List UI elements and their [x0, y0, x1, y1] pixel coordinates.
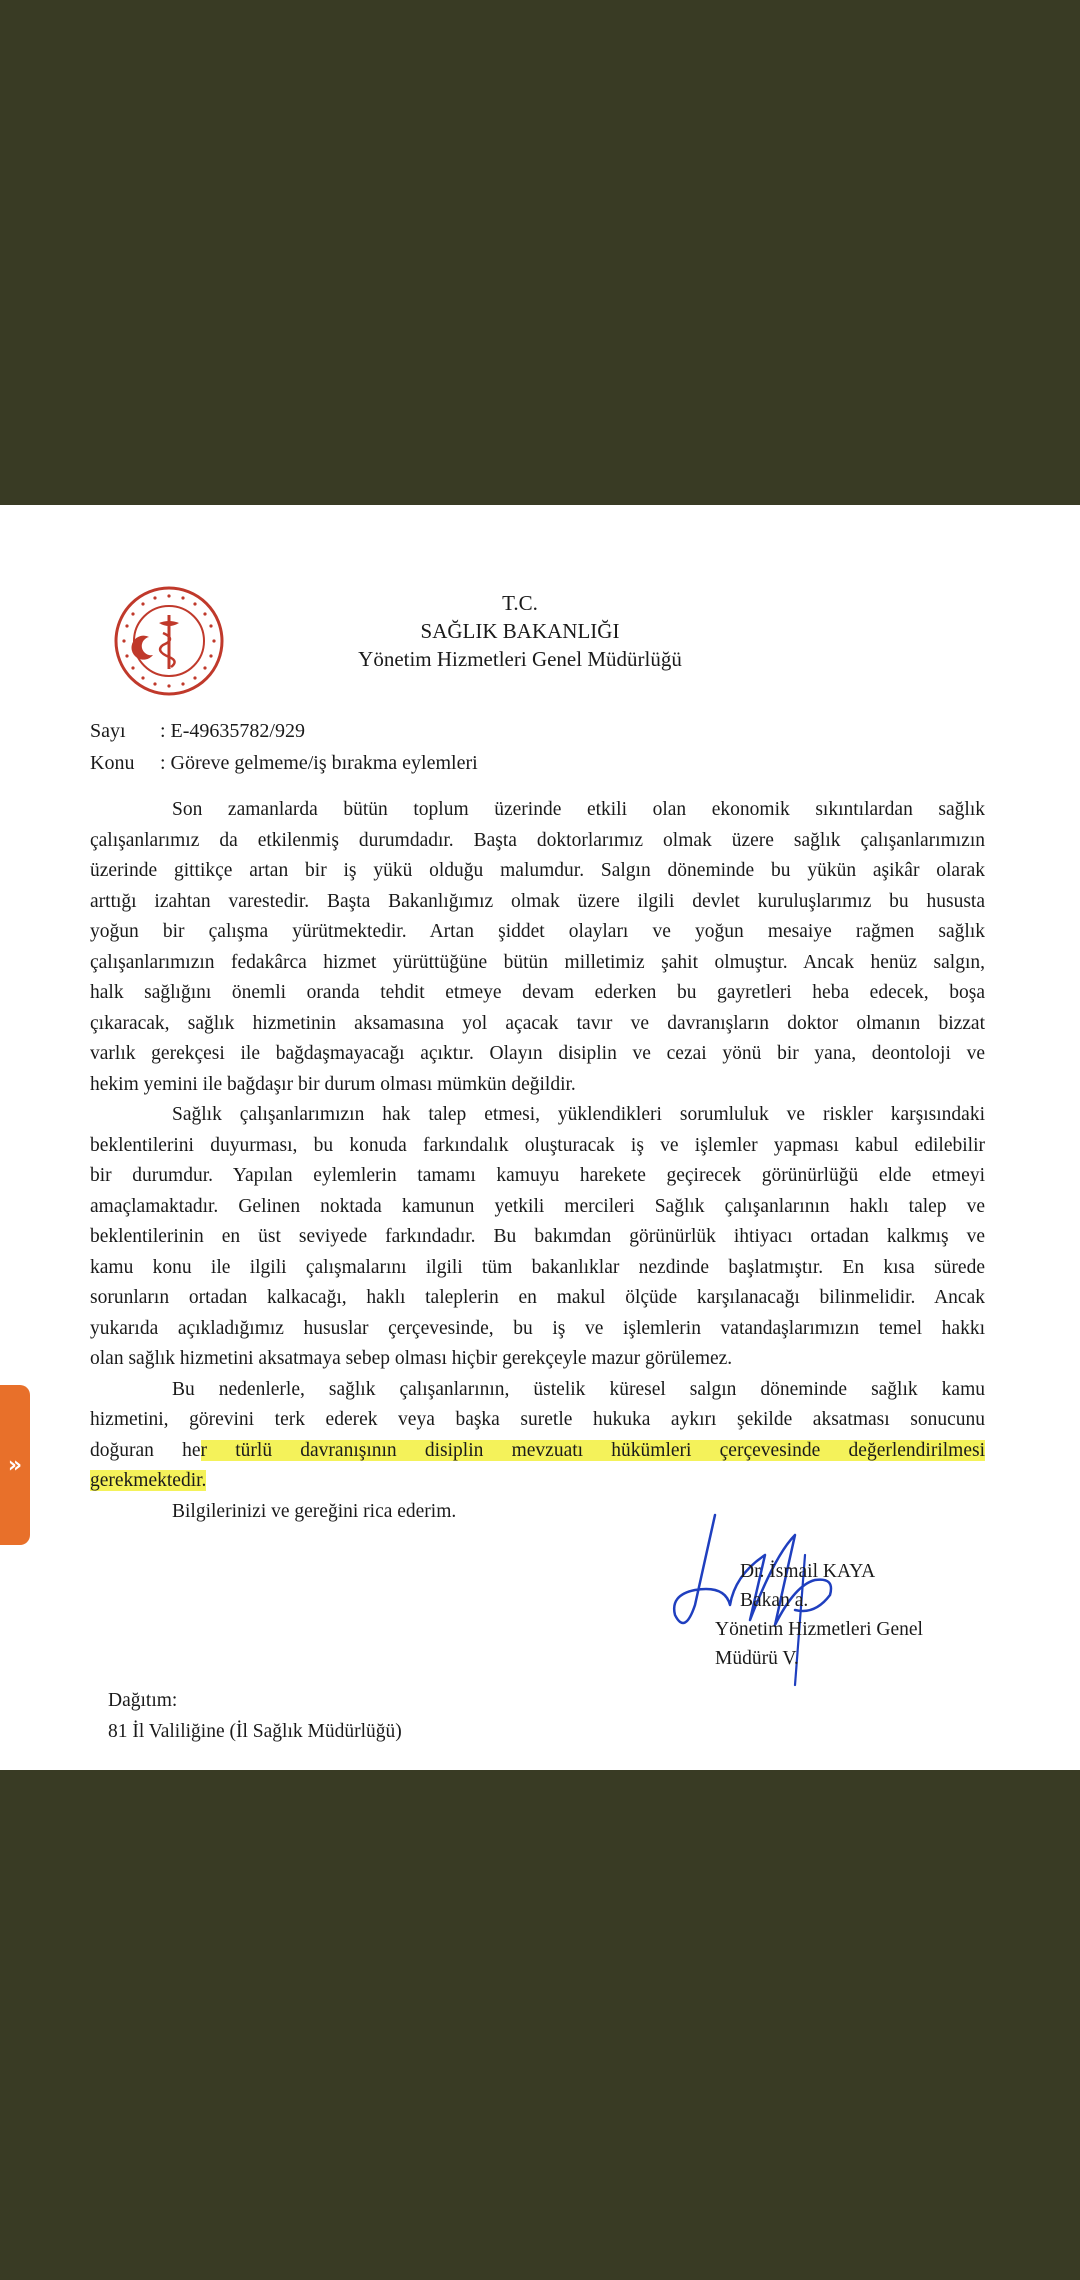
plain-text: doğuran he [90, 1439, 201, 1461]
sayi-label: Sayı [90, 720, 126, 742]
signature-block [595, 1557, 940, 1673]
paragraph-line: çalışanlarımızın fedakârca hizmet yürüttüğüne bütün milletimiz şahit olmuştur. Ancak henüz salgın, [90, 951, 985, 973]
paragraph-line: beklentilerinin en üst seviyede farkındadır. Bu bakımdan görünürlük ihtiyacı ortadan kalkmış ve [90, 1226, 985, 1247]
distribution-block [108, 1685, 402, 1747]
paragraph-line-highlighted [90, 1466, 985, 1497]
paragraph-line: çalışanlarımız da etkilenmiş durumdadır. Başta doktorlarımız olmak üzere sağlık çalışanlarımızın [90, 829, 985, 851]
sayi-value: : E-49635782/929 [160, 720, 305, 742]
signer-name: Dr. İsmail KAYA [740, 1561, 876, 1582]
highlighted-text: r türlü davranışının disiplin mevzuatı hükümleri çerçevesinde değerlendirilmesi [200, 1439, 986, 1461]
signer-on-behalf: Bakan a. [740, 1590, 809, 1611]
paragraph-line: kamu konu ile ilgili çalışmalarını ilgili tüm bakanlıklar nezdinde başlatmıştır. En kısa sürede [90, 1256, 985, 1278]
paragraph-line-highlighted [90, 1436, 985, 1467]
paragraph-3 [90, 1375, 985, 1497]
konu-row [90, 747, 478, 779]
sayi-row [90, 715, 478, 747]
side-panel-tab[interactable] [0, 1385, 30, 1545]
paragraph-1 [90, 795, 985, 1100]
distribution-label: Dağıtım: [108, 1690, 178, 1711]
paragraph-line: hekim yemini ile bağdaşır bir durum olması mümkün değildir. [90, 1073, 576, 1095]
ministry-seal-icon [113, 585, 225, 697]
konu-label: Konu [90, 752, 135, 774]
paragraph-line: Son zamanlarda bütün toplum üzerinde etkili olan ekonomik sıkıntılardan sağlık [172, 799, 985, 820]
paragraph-line: varlık gerekçesi ile bağdaşmayacağı açıktır. Olayın disiplin ve cezai yönü bir yana, deontoloji ve [90, 1043, 985, 1064]
paragraph-line: üzerinde gittikçe artan bir iş yükü olduğu malumdur. Salgın döneminde bu yükün aşikâr olarak [90, 860, 985, 881]
letterhead [300, 589, 740, 673]
konu-value: : Göreve gelmeme/iş bırakma eylemleri [160, 752, 478, 774]
signer-title: Yönetim Hizmetleri Genel Müdürü V. [715, 1619, 923, 1669]
chevron-right-icon: » [7, 1452, 23, 1478]
header-tc: T.C. [502, 591, 538, 615]
closing-line: Bilgilerinizi ve gereğini rica ederim. [172, 1500, 457, 1522]
paragraph-line: sorunların ortadan kalkacağı, haklı taleplerin en makul ölçüde karşılanacağı bilinmelidir. Ancak [90, 1287, 985, 1308]
document-page [0, 505, 1080, 1770]
paragraph-line: amaçlamaktadır. Gelinen noktada kamunun yetkili mercileri Sağlık çalışanlarının haklı talep ve [90, 1195, 985, 1217]
paragraph-line: çıkaracak, sağlık hizmetinin aksamasına yol açacak tavır ve davranışların doktor olmanın bizzat [90, 1012, 985, 1034]
paragraph-line: olan sağlık hizmetini aksatmaya sebep olması hiçbir gerekçeyle mazur görülemez. [90, 1348, 733, 1369]
header-ministry: SAĞLIK BAKANLIĞI [420, 619, 620, 643]
paragraph-line: halk sağlığını önemli oranda tehdit etmeye devam ederken bu gayretleri heba edecek, boşa [90, 982, 985, 1003]
paragraph-line: yukarıda açıkladığımız hususlar çerçevesinde, bu iş ve işlemlerin vatandaşlarımızın temel hakkı [90, 1317, 985, 1339]
paragraph-line: hizmetini, görevini terk ederek veya başka suretle hukuka aykırı şekilde aksatması sonucunu [90, 1409, 985, 1430]
paragraph-line: Sağlık çalışanlarımızın hak talep etmesi, yüklendikleri sorumluluk ve riskler karşısındaki [172, 1104, 985, 1125]
paragraph-line: arttığı izahtan varestedir. Başta Bakanlığımız olmak üzere ilgili devlet kuruluşlarımız bu hususta [90, 890, 985, 912]
distribution-recipient: 81 İl Valiliğine (İl Sağlık Müdürlüğü) [108, 1721, 402, 1742]
letter-body [90, 795, 985, 1527]
paragraph-2 [90, 1100, 985, 1375]
paragraph-line: beklentilerini duyurması, bu konuda farkındalık oluşturacak iş ve işlemler yapması kabul edilebilir [90, 1134, 985, 1156]
document-meta [90, 715, 478, 779]
paragraph-line: yoğun bir çalışma yürütmektedir. Artan şiddet olayları ve yoğun mesaiye rağmen sağlık [90, 921, 985, 942]
header-directorate: Yönetim Hizmetleri Genel Müdürlüğü [358, 647, 682, 671]
paragraph-line: Bu nedenlerle, sağlık çalışanlarının, üstelik küresel salgın döneminde sağlık kamu [172, 1378, 985, 1400]
highlighted-text: gerekmektedir. [90, 1470, 207, 1491]
paragraph-line: bir durumdur. Yapılan eylemlerin tamamı kamuyu harekete geçirecek görünürlüğü elde etmeyi [90, 1165, 985, 1186]
